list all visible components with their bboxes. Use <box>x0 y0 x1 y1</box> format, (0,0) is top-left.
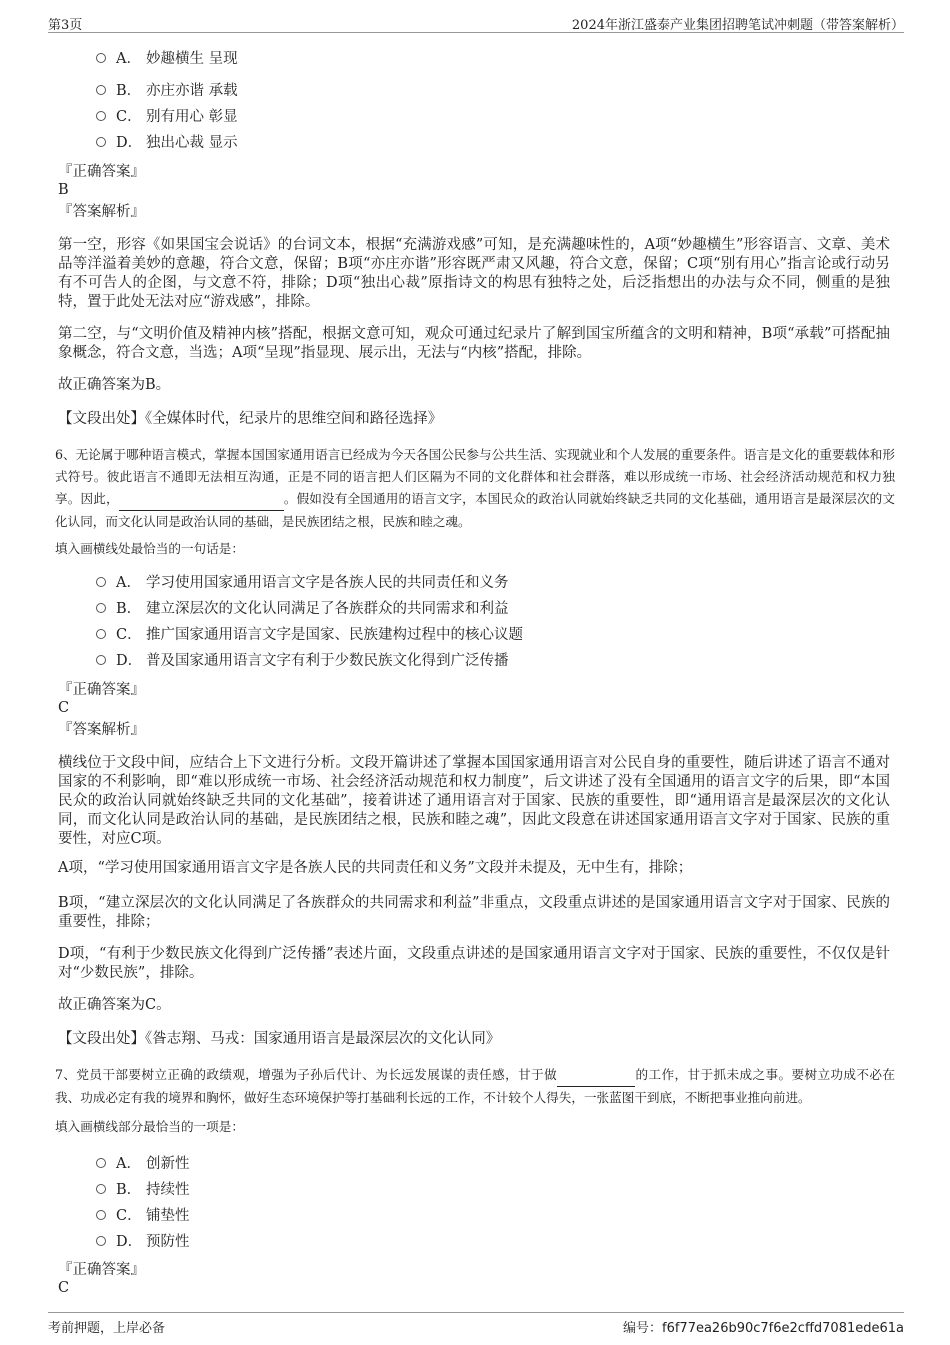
q5-option-b[interactable]: B． 亦庄亦谐 承载 <box>96 80 238 102</box>
q6-analysis-paragraph: 横线位于文段中间，应结合上下文进行分析。文段开篇讲述了掌握本国国家通用语言对公民自身的重要性，随后讲述了语言不通对国家的不利影响，即“难以形成统一市场、社会经济活动规范和权力制度”，后文讲述了没有全国通用的语言文字的后果，即“本国民众的政治认同就始终缺乏共同的文化基础”，接着讲述了通用语言对于国家、民族的重要性，即“通用语言是最深层次的文化认同，而文化认同是政治认同的基础，是民族团结之根，民族和睦之魂”，因此文段意在讲述国家通用语言文字对于国家、民族的重要性，对应C项。 <box>58 755 890 847</box>
q5-option-c[interactable]: C． 别有用心 彰显 <box>96 106 238 128</box>
page-footer <box>48 1312 904 1337</box>
radio-icon[interactable] <box>96 1184 106 1194</box>
q5-analysis-paragraph: 第一空，形容《如果国宝会说话》的台词文本，根据“充满游戏感”可知，是充满趣味性的，A项“妙趣横生”形容语言、文章、美术品等洋溢着美妙的意趣，符合文意，保留；B项“亦庄亦谐”形容既严肃又风趣，符合文意，保留；C项“别有用心”指言论或行动另有不可告人的企图，与文意不符，排除；D项“独出心裁”原指诗文的构思有独特之处，后泛指想出的办法与众不同，侧重的是独特，置于此处无法对应“游戏感”，排除。 <box>58 237 890 310</box>
q7-answer: C <box>58 1280 70 1296</box>
q5-analysis-label: 『答案解析』 <box>58 204 145 220</box>
radio-icon[interactable] <box>96 53 106 63</box>
radio-icon[interactable] <box>96 1236 106 1246</box>
radio-icon[interactable] <box>96 1210 106 1220</box>
radio-icon[interactable] <box>96 629 106 639</box>
q7-option-d[interactable]: D． 预防性 <box>96 1231 190 1253</box>
radio-icon[interactable] <box>96 577 106 587</box>
q5-option-d[interactable]: D． 独出心裁 显示 <box>96 132 238 154</box>
page-header <box>48 10 904 33</box>
radio-icon[interactable] <box>96 85 106 95</box>
radio-icon[interactable] <box>96 137 106 147</box>
radio-icon[interactable] <box>96 111 106 121</box>
footer-slogan: 考前押题，上岸必备 <box>48 1321 166 1336</box>
q7-answer-label: 『正确答案』 <box>58 1262 145 1278</box>
document-code: 编号：f6f77ea26b90c7f6e2cffd7081ede61a <box>622 1321 904 1336</box>
q6-analysis-label: 『答案解析』 <box>58 722 145 738</box>
q6-source: 【文段出处】《昝志翔、马戎：国家通用语言是最深层次的文化认同》 <box>58 1031 501 1047</box>
radio-icon[interactable] <box>96 1158 106 1168</box>
q6-prompt: 填入画横线处最恰当的一句话是： <box>55 541 244 556</box>
q5-analysis-paragraph: 第二空，与“文明价值及精神内核”搭配，根据文意可知，观众可通过纪录片了解到国宝所蕴含的文明和精神，B项“承载”可搭配抽象概念，符合文意，当选；A项“呈现”指显现、展示出，无法与“内核”搭配，排除。 <box>58 326 890 361</box>
q5-conclusion: 故正确答案为B。 <box>58 377 171 393</box>
q6-option-b[interactable]: B． 建立深层次的文化认同满足了各族群众的共同需求和利益 <box>96 598 509 620</box>
q7-option-a[interactable]: A． 创新性 <box>96 1153 190 1175</box>
q7-option-b[interactable]: B． 持续性 <box>96 1179 190 1201</box>
q6-analysis-paragraph: D项，“有利于少数民族文化得到广泛传播”表述片面，文段重点讲述的是国家通用语言文字对于国家、民族的重要性，不仅仅是针对“少数民族”，排除。 <box>58 946 890 981</box>
radio-icon[interactable] <box>96 603 106 613</box>
fill-blank[interactable] <box>557 1064 635 1087</box>
q6-answer: C <box>58 700 70 716</box>
page-number: 第3页 <box>48 18 83 33</box>
q6-option-a[interactable]: A． 学习使用国家通用语言文字是各族人民的共同责任和义务 <box>96 572 509 594</box>
q6-stem: 6、无论属于哪种语言模式，掌握本国国家通用语言已经成为今天各国公民参与公共生活、实现就业和个人发展的重要条件。语言是文化的重要载体和形式符号。彼此语言不通即无法相互沟通，正是不同的语言把人们区隔为不同的文化群体和社会群落，难以形成统一市场、社会经济活动规范和权力独享。因此， 。假如没有全国通用的语言文字，本国民众的政治认同就始终缺乏共同的文化基础，通用语言是最深层次的文化认同，而文化认同是政治认同的基础，是民族团结之根，民族和睦之魂。 <box>55 447 896 529</box>
fill-blank[interactable] <box>119 488 284 511</box>
q7-option-c[interactable]: C． 铺垫性 <box>96 1205 190 1227</box>
q5-source: 【文段出处】《全媒体时代，纪录片的思维空间和路径选择》 <box>58 411 443 427</box>
q5-answer-label: 『正确答案』 <box>58 164 145 180</box>
q5-answer: B <box>58 182 69 198</box>
q6-analysis-paragraph: B项，“建立深层次的文化认同满足了各族群众的共同需求和利益”非重点，文段重点讲述的是国家通用语言文字对于国家、民族的重要性，排除； <box>58 895 890 930</box>
document-title: 2024年浙江盛泰产业集团招聘笔试冲刺题（带答案解析） <box>571 18 904 33</box>
q6-conclusion: 故正确答案为C。 <box>58 997 171 1013</box>
q6-option-d[interactable]: D． 普及国家通用语言文字有利于少数民族文化得到广泛传播 <box>96 650 509 672</box>
q7-prompt: 填入画横线部分最恰当的一项是： <box>55 1119 244 1134</box>
q6-option-c[interactable]: C． 推广国家通用语言文字是国家、民族建构过程中的核心议题 <box>96 624 523 646</box>
q7-stem: 7、党员干部要树立正确的政绩观，增强为子孙后代计、为长远发展谋的责任感，甘于做 的工作，甘于抓未成之事。要树立功成不必在我、功成必定有我的境界和胸怀，做好生态环境保护等打基础利长远的工作，不计较个人得失，一张蓝图干到底，不断把事业推向前进。 <box>55 1064 895 1109</box>
q6-answer-label: 『正确答案』 <box>58 682 145 698</box>
q6-analysis-paragraph: A项，“学习使用国家通用语言文字是各族人民的共同责任和义务”文段并未提及，无中生有，排除； <box>58 860 693 876</box>
q5-option-a[interactable]: A． 妙趣横生 呈现 <box>96 48 238 70</box>
radio-icon[interactable] <box>96 655 106 665</box>
